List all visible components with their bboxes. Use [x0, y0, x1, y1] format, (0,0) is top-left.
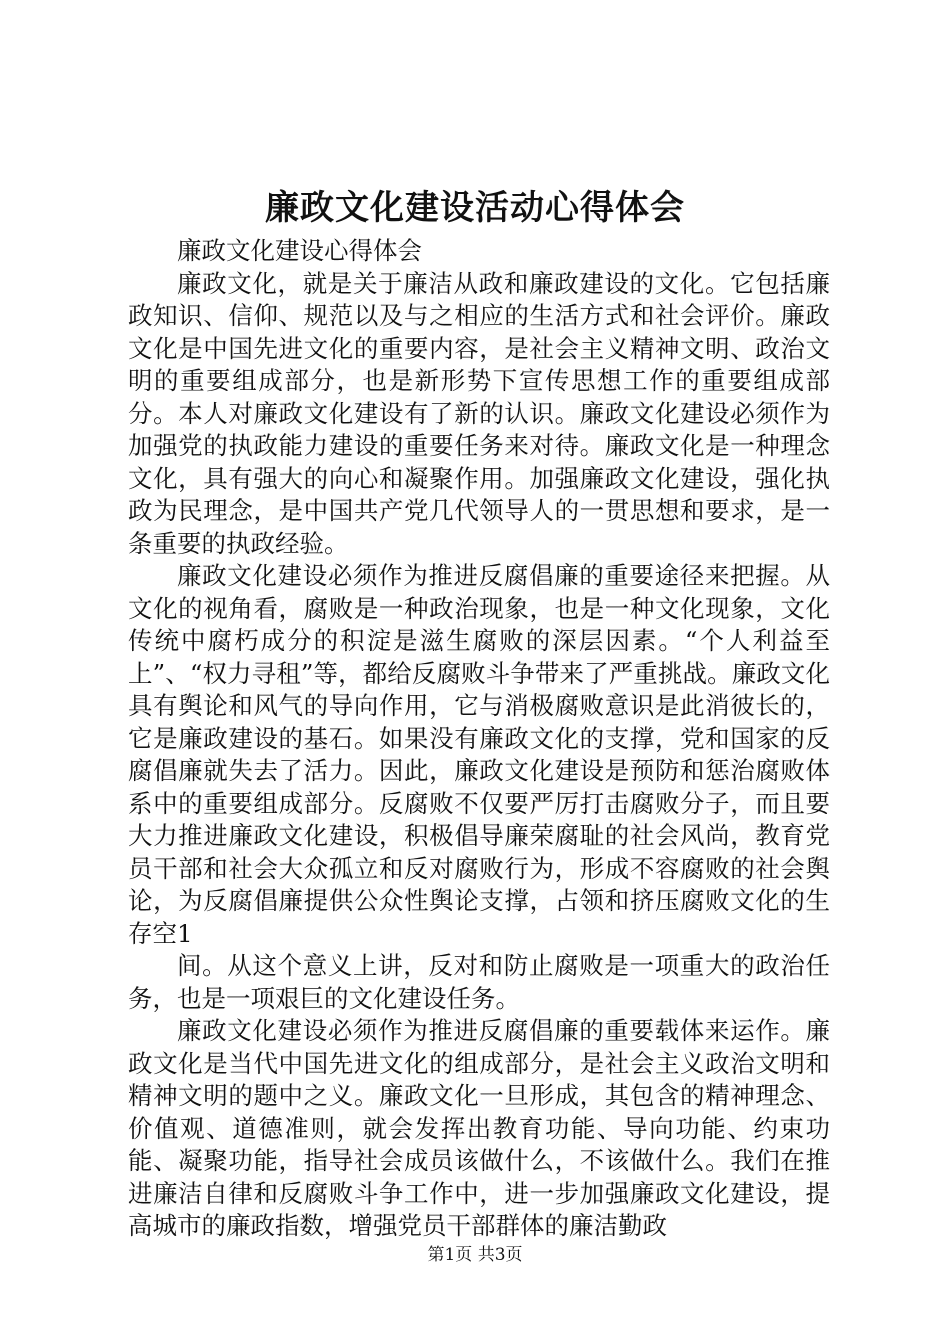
paragraph-subtitle: 廉政文化建设心得体会	[177, 236, 422, 265]
document-title: 廉政文化建设活动心得体会	[265, 188, 685, 228]
paragraph-1: 廉政文化，就是关于廉洁从政和廉政建设的文化。它包括廉政知识、信仰、规范以及与之相应的生活方式和社会评价。廉政文化是中国先进文化的重要内容，是社会主义精神文明、政治文明的重要组成部分，也是新形势下宣传思想工作的重要组成部分。本人对廉政文化建设有了新的认识。廉政文化建设必须作为加强党的执政能力建设的重要任务来对待。廉政文化是一种理念文化，具有强大的向心和凝聚作用。加强廉政文化建设，强化执政为民理念，是中国共产党几代领导人的一贯思想和要求，是一条重要的执政经验。	[128, 268, 830, 558]
paragraph-3: 间。从这个意义上讲，反对和防止腐败是一项重大的政治任务，也是一项艰巨的文化建设任务。	[128, 951, 830, 1013]
paragraph-2: 廉政文化建设必须作为推进反腐倡廉的重要途径来把握。从文化的视角看，腐败是一种政治现象，也是一种文化现象，文化传统中腐朽成分的积淀是滋生腐败的深层因素。“个人利益至上”、“权力寻租”等，都给反腐败斗争带来了严重挑战。廉政文化具有舆论和风气的导向作用，它与消极腐败意识是此消彼长的，它是廉政建设的基石。如果没有廉政文化的支撑，党和国家的反腐倡廉就失去了活力。因此，廉政文化建设是预防和惩治腐败体系中的重要组成部分。反腐败不仅要严厉打击腐败分子，而且要大力推进廉政文化建设，积极倡导廉荣腐耻的社会风尚，教育党员干部和社会大众孤立和反对腐败行为，形成不容腐败的社会舆论，为反腐倡廉提供公众性舆论支撑，占领和挤压腐败文化的生存空1	[128, 561, 830, 948]
document-body	[128, 235, 830, 1243]
page-number-footer: 第1页 共3页	[427, 1245, 523, 1265]
paragraph-4: 廉政文化建设必须作为推进反腐倡廉的重要载体来运作。廉政文化是当代中国先进文化的组成部分，是社会主义政治文明和精神文明的题中之义。廉政文化一旦形成，其包含的精神理念、价值观、道德准则，就会发挥出教育功能、导向功能、约束功能、凝聚功能，指导社会成员该做什么，不该做什么。我们在推进廉洁自律和反腐败斗争工作中，进一步加强廉政文化建设，提高城市的廉政指数，增强党员干部群体的廉洁勤政	[128, 1016, 830, 1240]
